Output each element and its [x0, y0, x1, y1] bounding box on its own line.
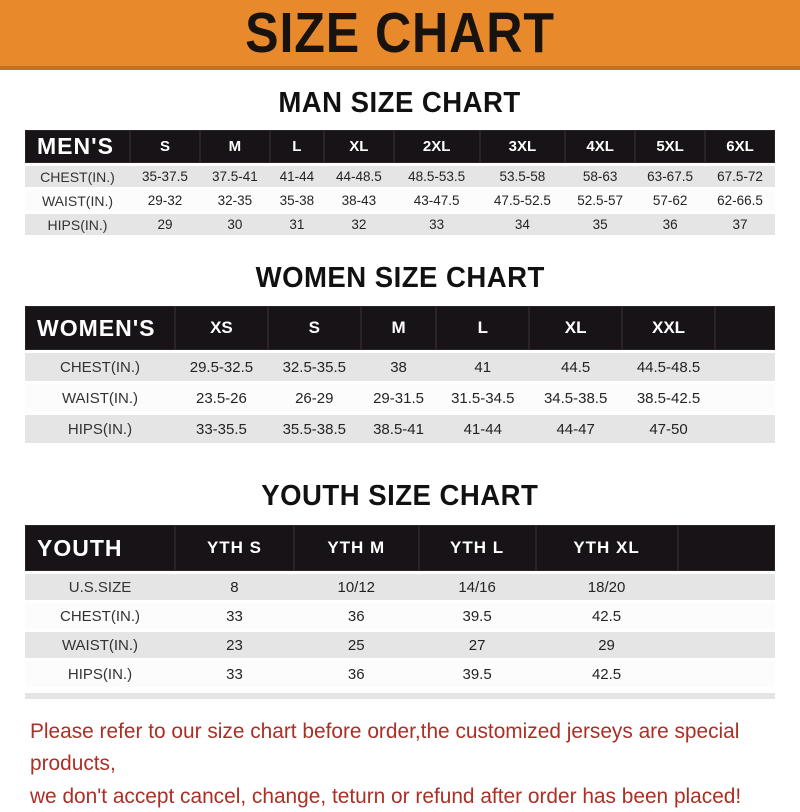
women-column-header-3: M	[361, 306, 437, 350]
row-label: U.S.SIZE	[25, 574, 175, 600]
table-row	[25, 214, 775, 235]
size-cell: 44.5	[529, 353, 622, 381]
size-cell: 38.5-42.5	[622, 384, 715, 412]
size-cell: 39.5	[419, 661, 536, 687]
women-table-header-row	[25, 306, 775, 350]
men-table-header-row	[25, 130, 775, 163]
table-row	[25, 632, 775, 658]
size-cell: 37.5-41	[200, 166, 270, 187]
table-tail-stripe	[25, 693, 775, 699]
size-cell: 44.5-48.5	[622, 353, 715, 381]
size-cell: 39.5	[419, 603, 536, 629]
size-cell: 14/16	[419, 574, 536, 600]
size-cell: 34	[480, 214, 566, 235]
women-section-title-text: WOMEN SIZE CHART	[255, 262, 545, 294]
size-cell: 18/20	[536, 574, 678, 600]
size-cell: 44-47	[529, 415, 622, 443]
row-label: WAIST(IN.)	[25, 384, 175, 412]
size-cell: 41-44	[436, 415, 529, 443]
women-column-header-5: XL	[529, 306, 622, 350]
size-cell: 29-32	[130, 190, 200, 211]
size-cell: 25	[294, 632, 419, 658]
women-column-header-1: XS	[175, 306, 268, 350]
table-row	[25, 353, 775, 381]
row-label: HIPS(IN.)	[25, 661, 175, 687]
men-section-title-text: MAN SIZE CHART	[278, 87, 522, 119]
row-label: CHEST(IN.)	[25, 166, 130, 187]
size-cell: 62-66.5	[705, 190, 775, 211]
size-cell: 29	[536, 632, 678, 658]
men-column-header-6: 3XL	[480, 130, 566, 163]
size-cell: 43-47.5	[394, 190, 480, 211]
men-column-header-1: S	[130, 130, 200, 163]
table-row	[25, 574, 775, 600]
spacer-cell	[678, 661, 776, 687]
table-row	[25, 415, 775, 443]
women-header-label: WOMEN'S	[25, 306, 175, 350]
banner	[0, 0, 800, 70]
men-column-header-3: L	[270, 130, 324, 163]
men-section	[0, 87, 800, 238]
row-label: WAIST(IN.)	[25, 190, 130, 211]
table-row	[25, 190, 775, 211]
men-section-title	[0, 87, 800, 120]
size-cell: 32.5-35.5	[268, 353, 361, 381]
youth-section-title	[0, 480, 800, 513]
size-cell: 63-67.5	[635, 166, 705, 187]
size-cell: 41-44	[270, 166, 324, 187]
size-cell: 38-43	[324, 190, 394, 211]
size-cell: 34.5-38.5	[529, 384, 622, 412]
table-row	[25, 384, 775, 412]
size-cell: 42.5	[536, 603, 678, 629]
spacer-cell	[678, 603, 776, 629]
size-cell: 30	[200, 214, 270, 235]
disclaimer	[0, 715, 800, 812]
men-size-table-container	[25, 127, 775, 238]
size-cell: 44-48.5	[324, 166, 394, 187]
table-row	[25, 166, 775, 187]
size-cell: 32-35	[200, 190, 270, 211]
size-cell: 38	[361, 353, 437, 381]
youth-column-header-4: YTH XL	[536, 525, 678, 571]
size-cell: 36	[294, 661, 419, 687]
row-label: HIPS(IN.)	[25, 214, 130, 235]
women-size-table	[25, 303, 775, 446]
size-cell: 38.5-41	[361, 415, 437, 443]
spacer-cell	[715, 415, 775, 443]
women-size-table-container	[25, 303, 775, 446]
spacer-cell	[678, 574, 776, 600]
women-column-header-2: S	[268, 306, 361, 350]
content	[0, 87, 800, 699]
table-row	[25, 661, 775, 687]
size-cell: 29	[130, 214, 200, 235]
size-cell: 31.5-34.5	[436, 384, 529, 412]
size-cell: 47-50	[622, 415, 715, 443]
men-column-header-7: 4XL	[565, 130, 635, 163]
men-size-table	[25, 127, 775, 238]
size-cell: 42.5	[536, 661, 678, 687]
men-column-header-2: M	[200, 130, 270, 163]
size-cell: 36	[294, 603, 419, 629]
page-title: SIZE CHART	[245, 0, 555, 65]
men-column-header-9: 6XL	[705, 130, 775, 163]
row-label: CHEST(IN.)	[25, 353, 175, 381]
disclaimer-line-1: Please refer to our size chart before order,the customized jerseys are special products,	[30, 719, 740, 776]
size-cell: 33	[175, 603, 294, 629]
youth-size-table	[25, 522, 775, 690]
table-row	[25, 603, 775, 629]
size-cell: 32	[324, 214, 394, 235]
row-label: HIPS(IN.)	[25, 415, 175, 443]
spacer-cell	[715, 384, 775, 412]
men-header-label: MEN'S	[25, 130, 130, 163]
size-cell: 35-37.5	[130, 166, 200, 187]
men-column-header-4: XL	[324, 130, 394, 163]
women-column-header-4: L	[436, 306, 529, 350]
size-cell: 67.5-72	[705, 166, 775, 187]
women-section	[0, 262, 800, 446]
size-cell: 47.5-52.5	[480, 190, 566, 211]
size-cell: 58-63	[565, 166, 635, 187]
size-cell: 52.5-57	[565, 190, 635, 211]
row-label: CHEST(IN.)	[25, 603, 175, 629]
youth-section-title-text: YOUTH SIZE CHART	[261, 480, 539, 512]
size-cell: 8	[175, 574, 294, 600]
size-cell: 31	[270, 214, 324, 235]
row-label: WAIST(IN.)	[25, 632, 175, 658]
size-cell: 23	[175, 632, 294, 658]
spacer-cell	[678, 525, 776, 571]
men-column-header-5: 2XL	[394, 130, 480, 163]
size-cell: 33	[394, 214, 480, 235]
size-cell: 35	[565, 214, 635, 235]
size-cell: 41	[436, 353, 529, 381]
youth-header-label: YOUTH	[25, 525, 175, 571]
size-cell: 37	[705, 214, 775, 235]
size-cell: 35.5-38.5	[268, 415, 361, 443]
men-column-header-8: 5XL	[635, 130, 705, 163]
size-cell: 33	[175, 661, 294, 687]
spacer-cell	[715, 353, 775, 381]
youth-section	[0, 480, 800, 699]
size-cell: 26-29	[268, 384, 361, 412]
women-column-header-6: XXL	[622, 306, 715, 350]
disclaimer-line-2: we don't accept cancel, change, teturn or refund after order has been placed!	[30, 783, 742, 808]
youth-size-table-container	[25, 522, 775, 690]
size-cell: 35-38	[270, 190, 324, 211]
spacer-cell	[678, 632, 776, 658]
size-cell: 57-62	[635, 190, 705, 211]
women-section-title	[0, 262, 800, 295]
spacer-cell	[715, 306, 775, 350]
youth-column-header-2: YTH M	[294, 525, 419, 571]
size-cell: 53.5-58	[480, 166, 566, 187]
youth-column-header-3: YTH L	[419, 525, 536, 571]
size-cell: 23.5-26	[175, 384, 268, 412]
size-cell: 48.5-53.5	[394, 166, 480, 187]
youth-column-header-1: YTH S	[175, 525, 294, 571]
size-cell: 27	[419, 632, 536, 658]
size-cell: 29.5-32.5	[175, 353, 268, 381]
youth-table-header-row	[25, 525, 775, 571]
size-cell: 29-31.5	[361, 384, 437, 412]
size-cell: 33-35.5	[175, 415, 268, 443]
size-cell: 36	[635, 214, 705, 235]
size-cell: 10/12	[294, 574, 419, 600]
